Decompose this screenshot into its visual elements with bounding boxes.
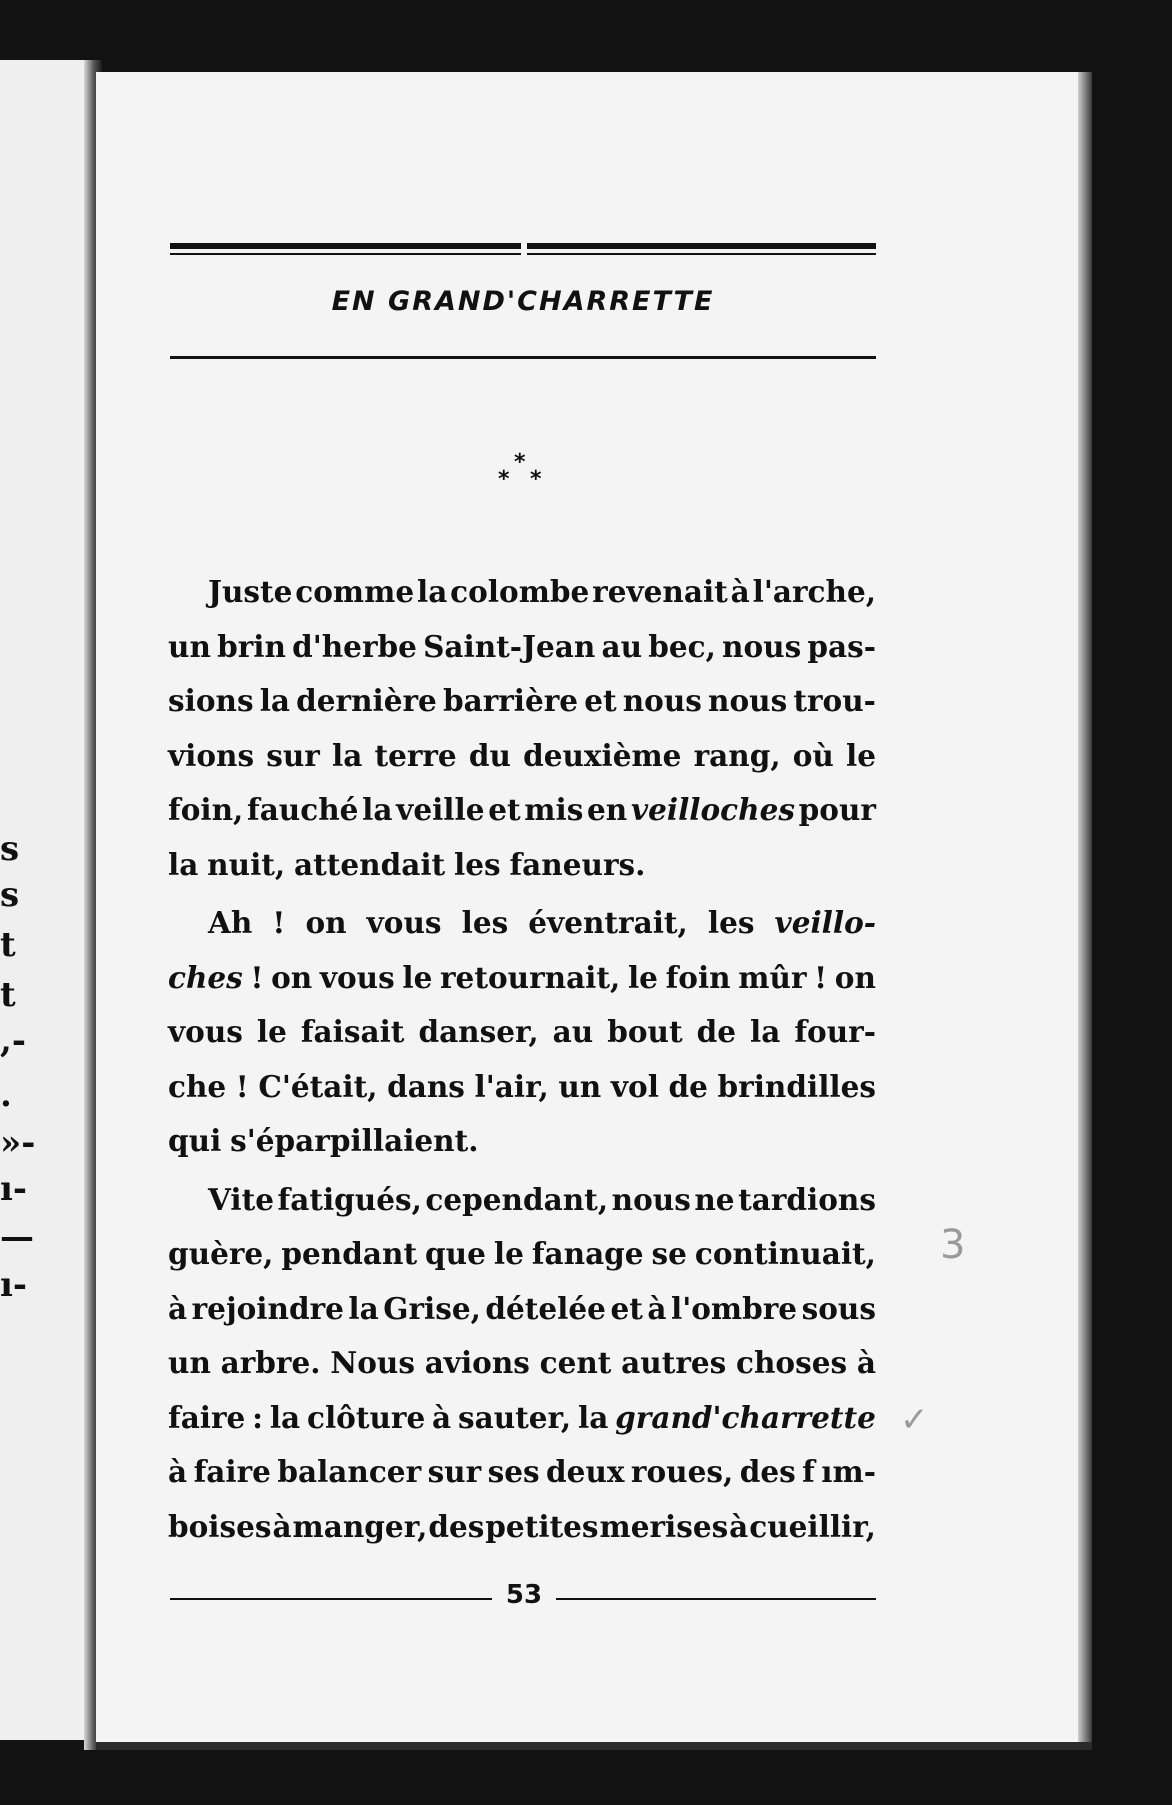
page-number: 53 [505,1580,543,1610]
word: pendant [281,1236,418,1271]
word: Nous [330,1345,415,1380]
word: : [252,1399,264,1435]
word: boises [168,1508,272,1544]
word: que [425,1236,486,1271]
word: la [348,1290,379,1326]
previous-page-fragment: — [0,1217,34,1257]
text-line [168,1173,876,1228]
word: four- [794,1014,876,1049]
word: ches [168,959,243,995]
word: nuit, [207,846,286,882]
word: dans [387,1068,465,1104]
word: pas- [807,628,876,664]
word: au [552,1014,594,1049]
word: où [792,737,834,773]
word: deuxième [523,737,682,773]
body-text [168,565,876,1554]
word: guère, [168,1236,274,1271]
page-right-edge [1078,72,1092,1742]
word: clôture [306,1399,426,1435]
word: la [578,1399,609,1435]
previous-page-fragment: ı- [0,1169,28,1209]
text-line [168,951,876,1006]
word: Saint-Jean [423,628,596,664]
word: sions [168,683,254,718]
word: dernière [296,683,437,718]
word: vions [168,737,255,773]
word: attendait [294,846,446,882]
word: sur [266,737,320,773]
footer-rule-right [556,1598,876,1600]
word: faneurs. [509,846,646,882]
text-line [168,1060,876,1115]
word: foin [665,959,731,995]
word: veille [396,792,485,827]
word: le [627,959,658,995]
word: à [730,574,750,609]
word: continuait, [694,1236,876,1271]
word: Ah [208,905,253,940]
footer-rule-left [170,1598,492,1600]
text-line [168,1391,876,1446]
word: sauter, [457,1399,572,1435]
previous-page-fragment: t [0,975,16,1015]
word: sous [801,1290,876,1326]
previous-page-fragment: »- [0,1123,36,1163]
word: le [493,1236,524,1271]
text-line [168,674,876,729]
previous-page-fragment: ı- [0,1265,28,1305]
running-head: EN GRAND'CHARRETTE [331,286,715,317]
text-line [168,1282,876,1337]
word: le [846,737,876,773]
margin-pencil-mark-3: 3 [940,1222,966,1268]
word: les [707,905,755,940]
word: en [587,792,628,827]
paragraph [168,896,876,1169]
word: autres [621,1345,727,1380]
word: un [168,1345,211,1380]
previous-page-fragment: s [0,875,20,915]
word: Juste [208,574,293,609]
word: ne [694,1181,735,1217]
word: cependant, [425,1181,609,1217]
word: tardions [738,1181,876,1217]
text-line [168,1227,876,1282]
word: faisait [300,1014,405,1049]
word: la [259,683,291,718]
word: brindilles [717,1068,876,1104]
word: à [168,1290,188,1326]
word: fauché [247,792,359,827]
word: la [269,1399,301,1435]
previous-page-fragment: s [0,829,20,869]
word: grand'charrette [615,1399,876,1435]
word: l'arche, [752,574,876,609]
word: mûr [738,959,807,995]
word: choses [736,1345,848,1380]
text-line [168,729,876,784]
word: bout [607,1014,683,1049]
word: ses [487,1454,540,1489]
word: à [168,1454,188,1489]
text-line [168,1500,876,1555]
previous-page-fragment: ,- [0,1021,26,1061]
word: nous [622,683,702,718]
word: le [256,1014,287,1049]
text-line [168,1445,876,1500]
word: ! [814,959,828,995]
word: ! [250,959,264,995]
word: revenait [592,574,728,609]
previous-page-fragment: . [0,1075,12,1115]
word: terre [374,737,457,773]
word: faire [168,1399,246,1435]
word: manger, [292,1508,428,1544]
page-footer [170,1580,876,1616]
asterism-star-right: * [530,467,542,492]
word: qui [168,1123,222,1158]
word: l'ombre [671,1290,798,1326]
word: veillo- [774,905,876,940]
word: le [402,959,433,995]
word: on [305,905,347,940]
word: à [647,1290,667,1326]
word: pour [798,792,876,827]
word: vous [319,959,395,995]
word: ım- [821,1454,876,1489]
word: de [668,1068,708,1104]
word: des [428,1508,485,1544]
word: la [750,1014,781,1049]
word: et [610,1290,643,1326]
word: l'air, [474,1068,549,1104]
word: danser, [418,1014,539,1049]
word: vol [610,1068,659,1104]
word: se [651,1236,687,1271]
word: Vite [208,1181,274,1217]
word: faire [193,1454,271,1489]
word: C'était, [258,1068,378,1104]
word: au [601,628,643,664]
word: nous [722,628,802,664]
word: et [488,792,521,827]
word: on [271,959,313,995]
asterism-star-left: * [498,467,510,492]
word: rejoindre [191,1290,344,1326]
word: de [696,1014,737,1049]
word: trou- [793,683,876,718]
word: du [468,737,511,773]
word: éventrait, [528,905,688,940]
paragraph [168,1173,876,1555]
word: vous [366,905,442,940]
running-head-rule [170,356,876,359]
word: des [739,1454,796,1489]
word: vous [168,1014,243,1049]
word: foin, [168,792,244,827]
text-line [168,1336,876,1391]
word: la [362,792,393,827]
word: comme [295,574,415,609]
header-double-rule [170,243,876,257]
text-line [168,620,876,675]
word: ! [235,1068,249,1104]
word: dételée [485,1290,606,1326]
word: Grise, [383,1290,481,1326]
word: avions [424,1345,530,1380]
word: à [856,1345,876,1380]
word: petites [485,1508,599,1544]
text-line [168,783,876,838]
word: cueillir, [749,1508,876,1544]
page-bottom-edge [96,1742,1092,1750]
word: balancer [277,1454,422,1489]
word: s'éparpillaient. [230,1123,479,1158]
word: sur [427,1454,482,1489]
word: la [416,574,448,609]
word: à [729,1508,749,1544]
asterism-star-top: * [514,450,526,475]
word: deux [546,1454,625,1489]
word: ! [272,905,286,940]
word: merises [599,1508,729,1544]
word: on [834,959,876,995]
word: colombe [450,574,590,609]
text-line [168,1005,876,1060]
word: che [168,1068,227,1104]
previous-page-fragment: t [0,925,16,965]
word: retournait, [440,959,621,995]
word: cent [539,1345,612,1380]
text-line [168,896,876,951]
word: la [168,846,199,882]
word: un [168,628,211,664]
word: brin [217,628,286,664]
word: d'herbe [292,628,417,664]
header-rule-gap [521,243,527,257]
word: nous [611,1181,691,1217]
word: la [331,737,363,773]
word: veilloches [630,792,795,827]
word: fanage [531,1236,644,1271]
word: mis [524,792,584,827]
text-line [168,838,876,893]
text-line [168,1114,876,1169]
word: barrière [442,683,579,718]
word: arbre. [220,1345,321,1380]
word: roues, [630,1454,734,1489]
word: f [802,1454,815,1489]
section-asterism [470,452,570,498]
word: les [454,846,501,882]
word: un [558,1068,602,1104]
word: fatigués, [277,1181,422,1217]
word: à [272,1508,292,1544]
word: les [461,905,509,940]
margin-pencil-check: ✓ [900,1400,929,1440]
word: et [584,683,617,718]
word: bec, [648,628,716,664]
paragraph [168,565,876,892]
word: à [432,1399,452,1435]
word: nous [708,683,788,718]
word: rang, [693,737,781,773]
text-line [168,565,876,620]
